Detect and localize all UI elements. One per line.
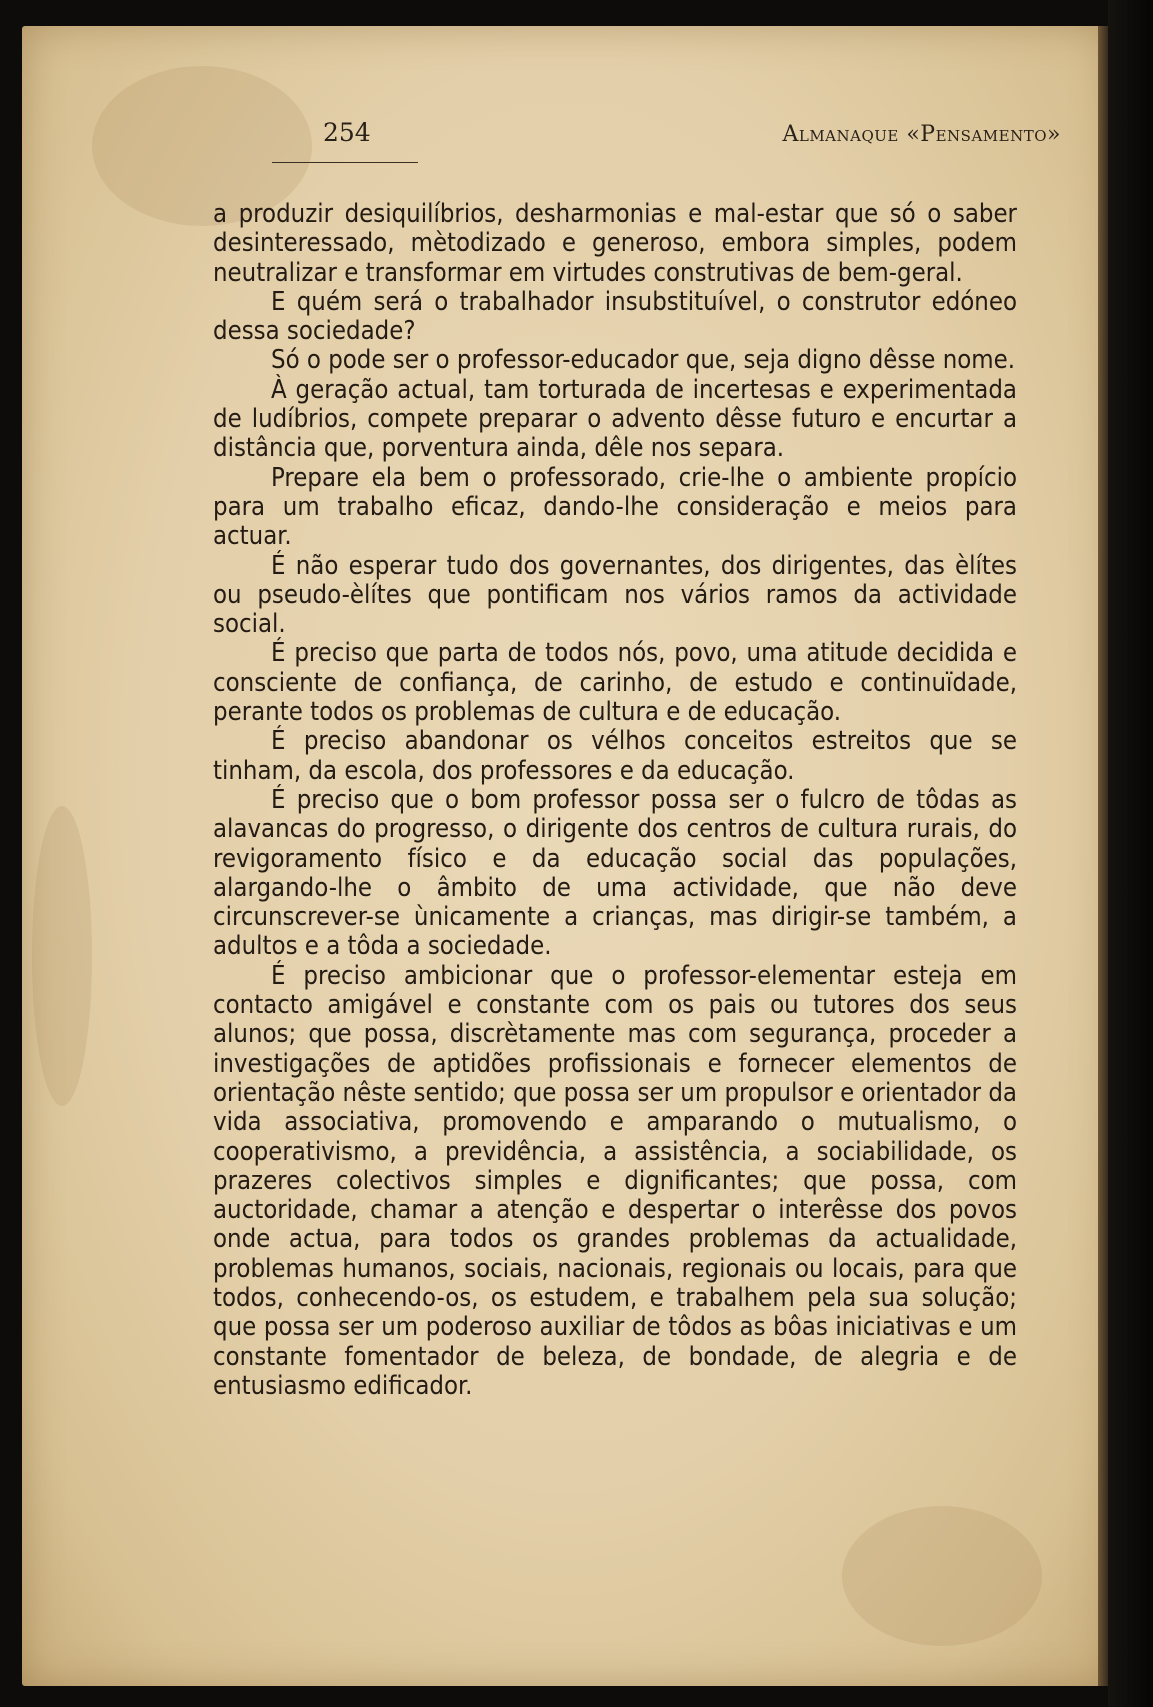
paragraph: É preciso abandonar os vélhos conceitos estreitos que se tinham, da escola, dos professores e da educação. (213, 726, 1017, 786)
header-rule (272, 162, 418, 163)
page-number: 254 (323, 118, 371, 147)
binding-gutter (1108, 0, 1153, 1707)
paragraph: É não esperar tudo dos governantes, dos dirigentes, das èlítes ou pseudo-èlítes que pontificam nos vários ramos da actividade social. (213, 550, 1017, 640)
body-text (213, 200, 1017, 1401)
paragraph: É preciso ambicionar que o professor-elementar esteja em contacto amigável e constante com os pais ou tutores dos seus alunos; que possa, discrètamente mas com segurança, proceder a investigações de aptidões profissionais e fornecer elementos de orientação nêste sentido; que possa ser um propulsor e orientador da vida associativa, promovendo e amparando o mutualismo, o cooperativismo, a previdência, a assistência, a sociabilidade, os prazeres colectivos simples e dignificantes; que possa, com auctoridade, chamar a atenção e despertar o interêsse dos povos onde actua, para todos os grandes problemas da actualidade, problemas humanos, sociais, nacionais, regionais ou locais, para que todos, conhecendo-os, os estudem, e trabalhem pela sua solução; que possa ser um poderoso auxiliar de tôdos as bôas iniciativas e um constante fomentador de beleza, de bondade, de alegria e de entusiasmo edificador. (213, 960, 1017, 1401)
paragraph: À geração actual, tam torturada de incertesas e experimentada de ludíbrios, compete preparar o advento dêsse futuro e encurtar a distância que, porventura ainda, dêle nos separa. (213, 374, 1017, 464)
paragraph: a produzir desiquilíbrios, desharmonias e mal-estar que só o saber desinteressado, mètodizado e generoso, embora simples, podem neutralizar e transformar em virtudes construtivas de bem-geral. (213, 199, 1017, 288)
paper-stain (842, 1506, 1042, 1646)
paragraph: É preciso que o bom professor possa ser o fulcro de tôdas as alavancas do progresso, o dirigente dos centros de cultura rurais, do revigoramento físico e da educação social das populações, alargando-lhe o âmbito de uma actividade, que não deve circunscrever-se ùnicamente a crianças, mas dirigir-se também, a adultos e a tôda a sociedade. (213, 784, 1017, 962)
paragraph: Só o pode ser o professor-educador que, seja digno dêsse nome. (271, 345, 1016, 376)
running-head (0, 118, 1153, 158)
paragraph: É preciso que parta de todos nós, povo, uma atitude decidida e consciente de confiança, de carinho, de estudo e continuïdade, perante todos os problemas de cultura e de educação. (213, 638, 1017, 728)
paper-stain (32, 806, 92, 1106)
running-title: Almanaque «Pensamento» (782, 122, 1061, 147)
paragraph: E quém será o trabalhador insubstituível, o construtor edóneo dessa sociedade? (213, 286, 1017, 347)
paragraph: Prepare ela bem o professorado, crie-lhe o ambiente propício para um trabalho eficaz, dando-lhe consideração e meios para actuar. (213, 462, 1017, 552)
